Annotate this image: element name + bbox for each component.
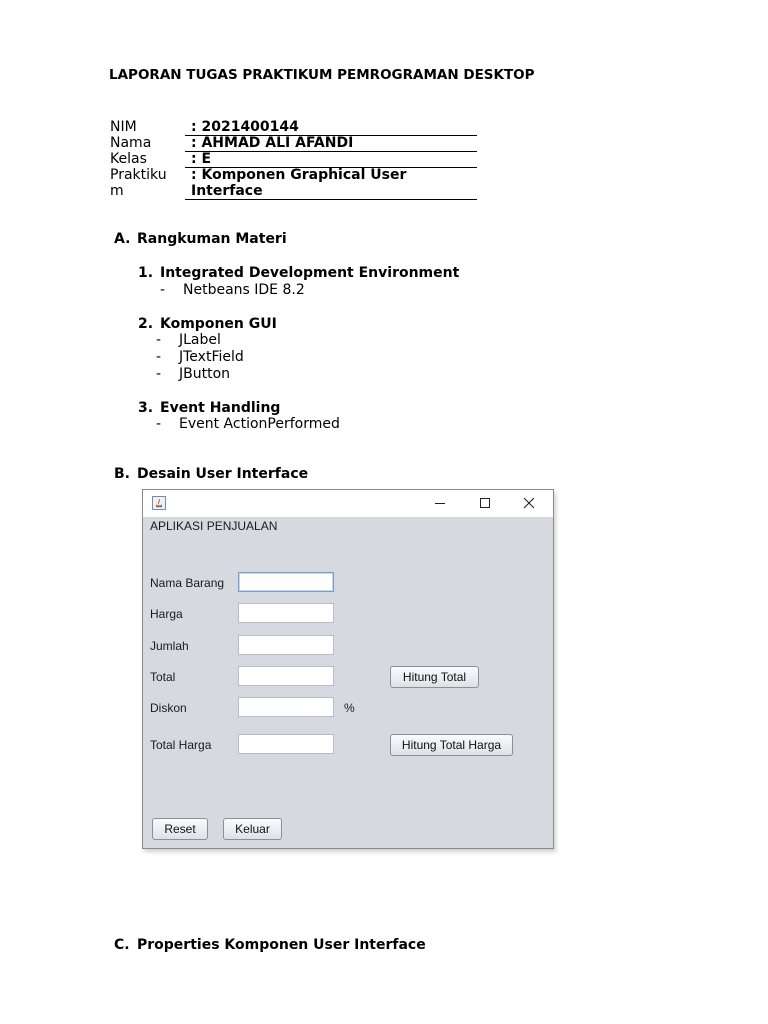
keluar-button[interactable]: Keluar: [223, 818, 282, 840]
section-title: Desain User Interface: [137, 466, 309, 482]
java-app-icon: [152, 496, 166, 510]
bullet-dash: -: [156, 416, 162, 432]
info-value-nim: : 2021400144: [191, 119, 299, 135]
section-a-heading: [114, 231, 287, 247]
total-label: Total: [150, 670, 176, 684]
section-letter: C.: [114, 937, 130, 953]
total-harga-label: Total Harga: [150, 738, 212, 752]
maximize-icon[interactable]: [477, 495, 493, 511]
subsection-title: Komponen GUI: [160, 316, 277, 332]
info-label-praktikum: Praktiku: [110, 167, 167, 183]
subsection-1-heading: [138, 265, 459, 281]
bullet-item: [156, 366, 230, 382]
info-label-nim: NIM: [110, 119, 137, 135]
section-title: Rangkuman Materi: [137, 231, 287, 247]
nama-barang-label: Nama Barang: [150, 576, 225, 590]
bullet-item: [160, 282, 305, 298]
hitung-total-button[interactable]: Hitung Total: [390, 666, 479, 688]
subsection-3-heading: [138, 400, 280, 416]
bullet-text: Netbeans IDE 8.2: [183, 282, 305, 298]
bullet-text: JLabel: [179, 332, 221, 348]
info-value-praktikum: : Komponen Graphical User: [191, 167, 407, 183]
bullet-item: [156, 349, 244, 365]
bullet-dash: -: [156, 349, 162, 365]
bullet-text: Event ActionPerformed: [179, 416, 340, 432]
section-letter: A.: [114, 231, 131, 247]
section-letter: B.: [114, 466, 130, 482]
bullet-item: [156, 332, 221, 348]
subsection-title: Event Handling: [160, 400, 281, 416]
diskon-input[interactable]: [238, 697, 334, 717]
info-value-nama: : AHMAD ALI AFANDI: [191, 135, 354, 151]
window-titlebar[interactable]: [143, 490, 553, 517]
subsection-title: Integrated Development Environment: [160, 265, 460, 281]
subsection-number: 1.: [138, 265, 154, 281]
bullet-item: [156, 416, 340, 432]
subsection-number: 2.: [138, 316, 154, 332]
subsection-number: 3.: [138, 400, 154, 416]
total-input[interactable]: [238, 666, 334, 686]
info-value-praktikum-cont: Interface: [191, 183, 263, 199]
bullet-text: JButton: [179, 366, 231, 382]
app-heading-label: APLIKASI PENJUALAN: [150, 519, 278, 533]
info-label-nama: Nama: [110, 135, 152, 151]
jumlah-label: Jumlah: [150, 639, 189, 653]
percent-label: %: [344, 701, 355, 715]
bullet-dash: -: [156, 366, 162, 382]
bullet-dash: -: [156, 332, 162, 348]
nama-barang-input[interactable]: [238, 572, 334, 592]
harga-label: Harga: [150, 607, 183, 621]
minimize-icon[interactable]: [432, 495, 448, 511]
reset-button[interactable]: Reset: [152, 818, 208, 840]
close-icon[interactable]: [521, 495, 537, 511]
info-label-praktikum-cont: m: [110, 183, 124, 199]
document-title: LAPORAN TUGAS PRAKTIKUM PEMROGRAMAN DESKTOP: [109, 67, 535, 83]
info-underline: [185, 199, 477, 200]
section-c-heading: [114, 937, 426, 953]
info-value-kelas: : E: [191, 151, 212, 167]
subsection-2-heading: [138, 316, 277, 332]
total-harga-input[interactable]: [238, 734, 334, 754]
hitung-total-harga-button[interactable]: Hitung Total Harga: [390, 734, 513, 756]
harga-input[interactable]: [238, 603, 334, 623]
app-window: [142, 489, 554, 849]
section-b-heading: [114, 466, 308, 482]
jumlah-input[interactable]: [238, 635, 334, 655]
bullet-text: JTextField: [179, 349, 244, 365]
info-underline: [185, 151, 477, 152]
diskon-label: Diskon: [150, 701, 187, 715]
bullet-dash: -: [160, 282, 166, 298]
info-label-kelas: Kelas: [110, 151, 147, 167]
section-title: Properties Komponen User Interface: [137, 937, 426, 953]
